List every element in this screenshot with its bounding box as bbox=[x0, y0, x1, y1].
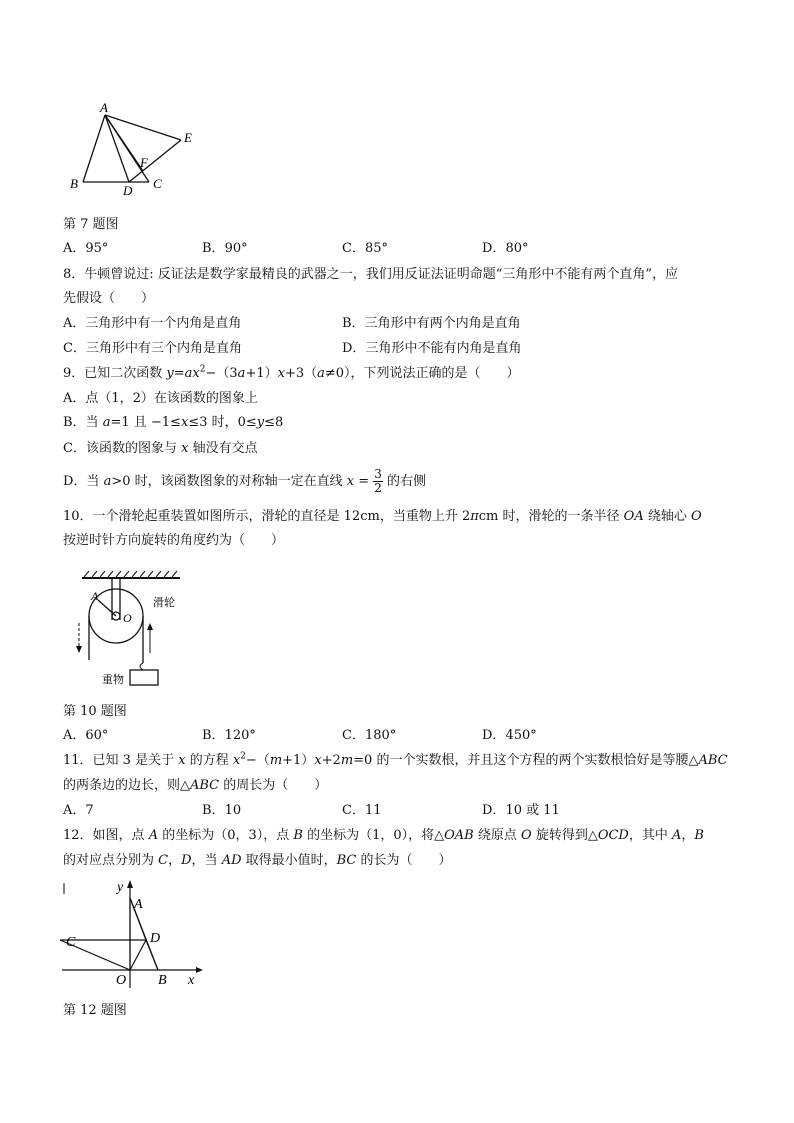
fig7-label-A: A bbox=[100, 100, 108, 115]
q10-option-b[interactable]: B．120° bbox=[202, 728, 256, 743]
q10-option-d[interactable]: D．450° bbox=[482, 728, 537, 743]
q9-option-d[interactable]: D．当 a>0 时，该函数图象的对称轴一定在直线 x = $\frac{3}{2}$ 的右侧 bbox=[63, 467, 427, 495]
figure-12 bbox=[60, 878, 220, 993]
fig12-label-D: D bbox=[150, 931, 161, 946]
q7-option-c[interactable]: C．85° bbox=[342, 241, 388, 256]
q10-stem-line2: 按逆时针方向旋转的角度约为（ ） bbox=[63, 533, 285, 548]
fig7-label-E: E bbox=[184, 130, 192, 145]
q7-option-a[interactable]: A．95° bbox=[63, 241, 109, 256]
fraction-3-over-2: $\frac{3}{2}$ bbox=[374, 467, 382, 495]
figure-7 bbox=[63, 100, 203, 195]
fig10-label-weight: 重物 bbox=[102, 673, 124, 686]
fig7-caption: 第 7 题图 bbox=[63, 217, 119, 232]
fig10-label-pulley: 滑轮 bbox=[153, 596, 175, 609]
q9-stem: 9．已知二次函数 $y=ax^2-(3a+1)x+3(a\ne 0)$，下列说法正确的是（ ） bbox=[63, 364, 520, 381]
fig10-caption: 第 10 题图 bbox=[63, 704, 127, 719]
q10-option-c[interactable]: C．180° bbox=[342, 728, 397, 743]
q7-option-d[interactable]: D．80° bbox=[482, 241, 529, 256]
q11-stem-line2: 的两条边的边长，则△ABC 的周长为（ ） bbox=[63, 778, 328, 793]
q9-option-a[interactable]: A．点（1，2）在该函数的图象上 bbox=[63, 391, 258, 406]
fig7-label-B: B bbox=[70, 176, 78, 191]
q8-option-a[interactable]: A．三角形中有一个内角是直角 bbox=[63, 316, 242, 331]
q10-stem-line1: 10．一个滑轮起重装置如图所示，滑轮的直径是 12cm，当重物上升 2πcm 时，滑轮的一条半径 OA 绕轴心 O bbox=[63, 509, 702, 524]
fig12-caption: 第 12 题图 bbox=[63, 1003, 127, 1018]
q11-stem-line1: 11．已知 3 是关于 x 的方程 $x^2-(m+1)x+2m=0$ 的一个实数根，并且这个方程的两个实数根恰好是等腰△ABC bbox=[63, 751, 728, 768]
fig12-label-y: y bbox=[117, 880, 124, 895]
fig12-label-A: A bbox=[134, 897, 143, 912]
q9-option-b[interactable]: B．当 a=1 且 −1≤x≤3 时，0≤y≤8 bbox=[63, 415, 284, 430]
fig10-label-O: O bbox=[123, 611, 132, 625]
q11-option-b[interactable]: B．10 bbox=[202, 803, 242, 818]
q8-option-d[interactable]: D．三角形中不能有内角是直角 bbox=[342, 341, 522, 356]
figure-10 bbox=[70, 568, 210, 693]
fig7-label-D: D bbox=[123, 183, 133, 195]
fig7-label-C: C bbox=[153, 176, 162, 191]
q8-option-c[interactable]: C．三角形中有三个内角是直角 bbox=[63, 341, 242, 356]
q8-option-b[interactable]: B．三角形中有两个内角是直角 bbox=[342, 316, 521, 331]
fig7-label-F: F bbox=[140, 155, 148, 170]
fig12-label-x: x bbox=[188, 973, 195, 988]
fig10-label-A: A bbox=[91, 589, 99, 603]
q8-stem-line1: 8．牛顿曾说过: 反证法是数学家最精良的武器之一，我们用反证法证明命题“三角形中不能有两个直角”，应 bbox=[63, 267, 679, 282]
q8-stem-line2: 先假设（ ） bbox=[63, 291, 155, 306]
fig12-label-C: C bbox=[66, 935, 76, 950]
q9-option-c[interactable]: C．该函数的图象与 x 轴没有交点 bbox=[63, 441, 258, 456]
q12-stem-line2: 的对应点分别为 C，D，当 AD 取得最小值时，BC 的长为（ ） bbox=[63, 853, 452, 868]
q7-option-b[interactable]: B．90° bbox=[202, 241, 248, 256]
fig12-label-B: B bbox=[158, 973, 167, 988]
q11-option-d[interactable]: D．10 或 11 bbox=[482, 803, 560, 818]
q11-option-a[interactable]: A．7 bbox=[63, 803, 94, 818]
q11-option-c[interactable]: C．11 bbox=[342, 803, 382, 818]
fig12-label-O: O bbox=[116, 973, 127, 988]
q12-stem-line1: 12．如图，点 A 的坐标为（0，3），点 B 的坐标为（1，0），将△OAB 绕原点 O 旋转得到△OCD，其中 A，B bbox=[63, 828, 704, 843]
q10-option-a[interactable]: A．60° bbox=[63, 728, 109, 743]
